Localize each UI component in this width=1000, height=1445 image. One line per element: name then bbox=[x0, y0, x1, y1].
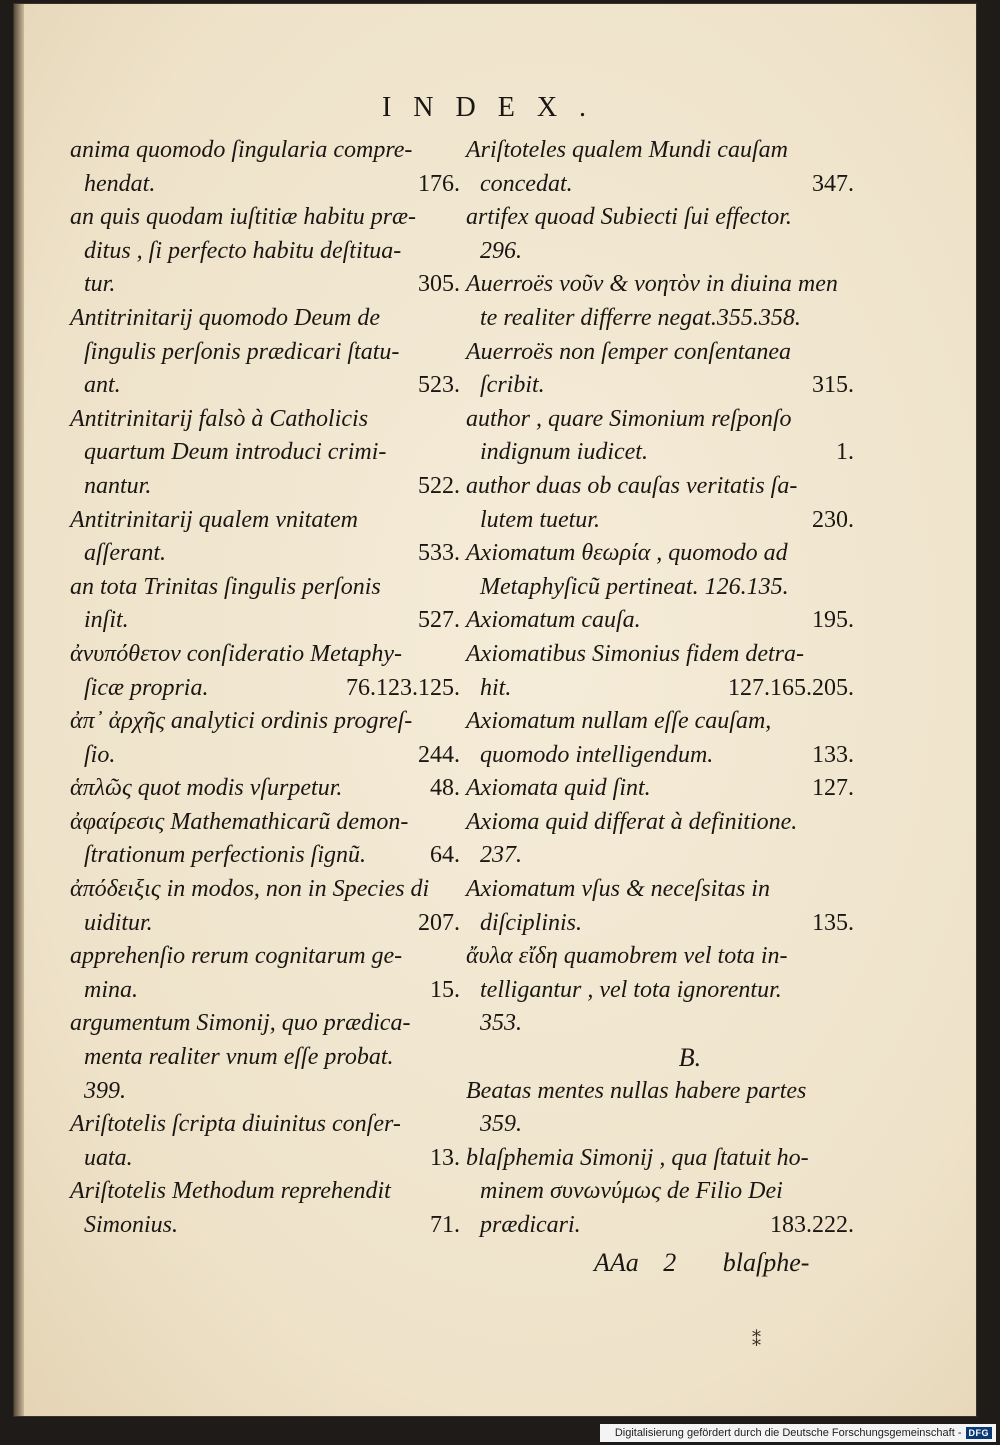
index-entry-line: anima quomodo ſingularia compre- bbox=[70, 137, 413, 163]
index-entry bbox=[70, 201, 460, 302]
page-reference: 315. bbox=[812, 372, 854, 399]
index-entry bbox=[466, 638, 854, 705]
entry-text: indignum iudicet. bbox=[480, 439, 648, 466]
index-entry bbox=[70, 940, 460, 1007]
index-entry bbox=[70, 806, 460, 873]
index-entry-line: 359. bbox=[480, 1111, 522, 1138]
index-entry-line bbox=[70, 268, 460, 302]
digitization-credit-bar bbox=[600, 1424, 996, 1442]
index-entry-line: quartum Deum introduci crimi- bbox=[84, 439, 387, 466]
page-reference: 176. bbox=[418, 170, 460, 197]
index-entry bbox=[466, 604, 854, 638]
page-reference: 71. bbox=[430, 1212, 460, 1238]
index-entry-line: ditus , ſi perfecto habitu deſtitua- bbox=[84, 237, 402, 264]
index-entry-line bbox=[466, 772, 854, 806]
index-entry-line bbox=[70, 772, 460, 806]
index-entry-line: ἀνυπόθετον conſideratio Metaphy- bbox=[70, 640, 403, 667]
page-reference: 244. bbox=[418, 741, 460, 768]
index-entry bbox=[466, 1142, 854, 1243]
page-reference: 127. bbox=[812, 775, 854, 802]
index-entry-line bbox=[70, 907, 460, 941]
dfg-logo-icon: DFG bbox=[966, 1427, 993, 1439]
entry-text: Axiomatum cauſa. bbox=[466, 607, 641, 634]
entry-text: prædicari. bbox=[480, 1212, 581, 1238]
index-entry-line bbox=[70, 1142, 460, 1176]
page-reference: 135. bbox=[812, 909, 854, 936]
index-column-left bbox=[70, 134, 460, 1243]
index-entry bbox=[70, 571, 460, 638]
index-entry-line: ἀφαίρεσις Mathemathicarũ demon- bbox=[70, 808, 409, 835]
index-entry-line: argumentum Simonij, quo prædica- bbox=[70, 1010, 411, 1037]
index-entry bbox=[466, 772, 854, 806]
page-reference: 64. bbox=[430, 842, 460, 869]
index-entry bbox=[466, 403, 854, 470]
index-entry bbox=[70, 504, 460, 571]
index-entry bbox=[466, 537, 854, 604]
index-entry-line: Auerroës νοῦν & νοητὸν in diuina men bbox=[466, 271, 838, 298]
index-entry-line: menta realiter vnum eſſe probat. bbox=[84, 1044, 394, 1071]
index-entry-line: ἀπ᾽ ἀρχῆς analytici ordinis progreſ- bbox=[70, 708, 413, 735]
index-entry-line: author , quare Simonium reſponſo bbox=[466, 405, 792, 432]
entry-text: ſtrationum perfectionis ſignũ. bbox=[84, 842, 366, 869]
entry-text: ſicæ propria. bbox=[84, 674, 209, 701]
index-entry-line bbox=[466, 1209, 854, 1243]
page-reference: 15. bbox=[430, 976, 460, 1003]
index-entry-line: Axiomatibus Simonius fidem detra- bbox=[466, 640, 804, 667]
index-entry-line bbox=[70, 739, 460, 773]
index-entry-line bbox=[466, 672, 854, 706]
index-entry-line: ἀπόδειξις in modos, non in Species di bbox=[70, 876, 430, 903]
page-reference: 183.222. bbox=[770, 1212, 854, 1238]
signature-mark: AAa bbox=[594, 1248, 639, 1277]
page-reference: 13. bbox=[430, 1144, 460, 1171]
index-entry bbox=[70, 638, 460, 705]
entry-text: Axiomata quid ſint. bbox=[466, 775, 651, 802]
entry-text: inſit. bbox=[84, 607, 129, 634]
index-entry-line: Antitrinitarij falsò à Catholicis bbox=[70, 405, 369, 432]
index-entry-line: 353. bbox=[480, 1010, 522, 1037]
page-reference: 127.165.205. bbox=[728, 674, 854, 701]
page-reference: 347. bbox=[812, 170, 854, 197]
index-entry-line bbox=[466, 907, 854, 941]
index-entry-line bbox=[70, 672, 460, 706]
index-entry bbox=[466, 806, 854, 873]
running-head: INDEX. bbox=[381, 92, 609, 123]
page-reference: 1. bbox=[836, 439, 854, 466]
index-entry-line bbox=[70, 1209, 460, 1243]
index-entry-line: Axiomatum vſus & neceſsitas in bbox=[466, 876, 770, 903]
index-entry bbox=[70, 302, 460, 403]
index-entry-line: te realiter differre negat.355.358. bbox=[480, 304, 801, 331]
page-reference: 48. bbox=[430, 775, 460, 802]
index-entry bbox=[70, 705, 460, 772]
index-entry bbox=[466, 336, 854, 403]
entry-text: ſio. bbox=[84, 741, 116, 768]
index-entry-line: ſingulis perſonis prædicari ſtatu- bbox=[84, 338, 400, 365]
entry-text: ant. bbox=[84, 372, 121, 399]
index-entry bbox=[466, 268, 854, 335]
index-entry bbox=[70, 403, 460, 504]
index-entry bbox=[70, 1108, 460, 1175]
index-entry bbox=[466, 1075, 854, 1142]
page-reference: 207. bbox=[418, 909, 460, 936]
page-reference: 527. bbox=[418, 607, 460, 634]
page-reference: 133. bbox=[812, 741, 854, 768]
index-entry-line: Axiomatum nullam eſſe cauſam, bbox=[466, 708, 772, 735]
index-entry-line: Axiomatum θεωρία , quomodo ad bbox=[466, 540, 788, 567]
entry-text: ſcribit. bbox=[480, 372, 545, 399]
entry-text: diſciplinis. bbox=[480, 909, 582, 936]
entry-text: quomodo intelligendum. bbox=[480, 741, 714, 768]
index-entry bbox=[70, 134, 460, 201]
index-entry-line bbox=[70, 604, 460, 638]
catchword: blaſphe- bbox=[722, 1248, 810, 1277]
page-reference: 76.123.125. bbox=[346, 674, 460, 701]
entry-text: mina. bbox=[84, 976, 138, 1003]
page-spine-shadow bbox=[14, 4, 24, 1416]
index-entry-line: Axioma quid differat à definitione. bbox=[466, 808, 798, 835]
entry-text: aſſerant. bbox=[84, 540, 166, 567]
index-entry-line bbox=[466, 504, 854, 538]
entry-text: concedat. bbox=[480, 170, 573, 197]
index-entry-line: Beatas mentes nullas habere partes bbox=[466, 1077, 807, 1104]
index-entry-line: Antitrinitarij qualem vnitatem bbox=[70, 506, 358, 533]
index-entry-line: Auerroës non ſemper conſentanea bbox=[466, 338, 792, 365]
index-entry bbox=[466, 940, 854, 1041]
index-entry bbox=[70, 772, 460, 806]
index-entry-line bbox=[70, 369, 460, 403]
book-page bbox=[14, 4, 976, 1416]
index-entry-line bbox=[70, 839, 460, 873]
index-entry-line: ἄυλα εἴδη quamobrem vel tota in- bbox=[466, 943, 788, 970]
index-entry-line: Metaphyſicũ pertineat. 126.135. bbox=[480, 573, 789, 600]
index-entry-line: author duas ob cauſas veritatis ſa- bbox=[466, 472, 798, 499]
entry-text: hit. bbox=[480, 674, 512, 701]
entry-text: tur. bbox=[84, 271, 116, 298]
index-entry bbox=[466, 470, 854, 537]
index-entry-line: apprehenſio rerum cognitarum ge- bbox=[70, 943, 403, 970]
index-entry-line: minem συνωνύμως de Filio Dei bbox=[480, 1178, 783, 1205]
entry-text: Simonius. bbox=[84, 1212, 179, 1238]
index-entry-line: an quis quodam iuſtitiæ habitu præ- bbox=[70, 204, 417, 231]
page-reference: 195. bbox=[812, 607, 854, 634]
section-letter: B. bbox=[678, 1043, 702, 1073]
ink-mark: ⁑ bbox=[752, 1330, 761, 1350]
index-entry bbox=[466, 873, 854, 940]
page-reference: 533. bbox=[418, 540, 460, 567]
index-entry-line: 296. bbox=[480, 237, 522, 264]
signature-number: 2 bbox=[663, 1248, 677, 1277]
index-entry-line: 237. bbox=[480, 842, 522, 869]
page-reference: 305. bbox=[418, 271, 460, 298]
index-entry-line: blaſphemia Simonij , qua ſtatuit ho- bbox=[466, 1144, 809, 1171]
index-entry-line: artifex quoad Subiecti ſui effector. bbox=[466, 204, 792, 231]
index-entry-line: an tota Trinitas ſingulis perſonis bbox=[70, 573, 381, 600]
entry-text: nantur. bbox=[84, 472, 152, 499]
entry-text: ἁπλῶς quot modis vſurpetur. bbox=[70, 775, 343, 802]
index-entry-line: telligantur , vel tota ignorentur. bbox=[480, 976, 782, 1003]
index-entry bbox=[70, 1175, 460, 1242]
entry-text: uiditur. bbox=[84, 909, 153, 936]
page-footer bbox=[594, 1248, 809, 1278]
entry-text: hendat. bbox=[84, 170, 156, 197]
index-entry-line bbox=[466, 436, 854, 470]
index-entry-line bbox=[70, 470, 460, 504]
index-entry-line: 399. bbox=[84, 1077, 126, 1104]
index-entry bbox=[70, 1007, 460, 1108]
page-reference: 230. bbox=[812, 506, 854, 533]
index-column-right bbox=[466, 134, 854, 1243]
index-entry bbox=[466, 201, 854, 268]
index-entry-line: Ariſtotelis ſcripta diuinitus conſer- bbox=[70, 1111, 401, 1138]
index-entry-line bbox=[70, 537, 460, 571]
index-entry-line: Ariſtotelis Methodum reprehendit bbox=[70, 1178, 391, 1205]
index-entry bbox=[466, 134, 854, 201]
page-reference: 522. bbox=[418, 472, 460, 499]
index-entry-line bbox=[466, 168, 854, 202]
index-entry-line bbox=[466, 369, 854, 403]
index-entry-line: Antitrinitarij quomodo Deum de bbox=[70, 304, 380, 331]
entry-text: lutem tuetur. bbox=[480, 506, 600, 533]
index-entry-line bbox=[466, 604, 854, 638]
index-entry bbox=[70, 873, 460, 940]
index-entry-line: Ariſtoteles qualem Mundi cauſam bbox=[466, 137, 788, 163]
index-entry-line bbox=[70, 974, 460, 1008]
entry-text: uata. bbox=[84, 1144, 133, 1171]
index-entry-line bbox=[70, 168, 460, 202]
page-reference: 523. bbox=[418, 372, 460, 399]
digitization-note: Digitalisierung gefördert durch die Deutsche Forschungsgemeinschaft - bbox=[614, 1427, 962, 1439]
index-entry bbox=[466, 705, 854, 772]
index-entry-line bbox=[466, 739, 854, 773]
